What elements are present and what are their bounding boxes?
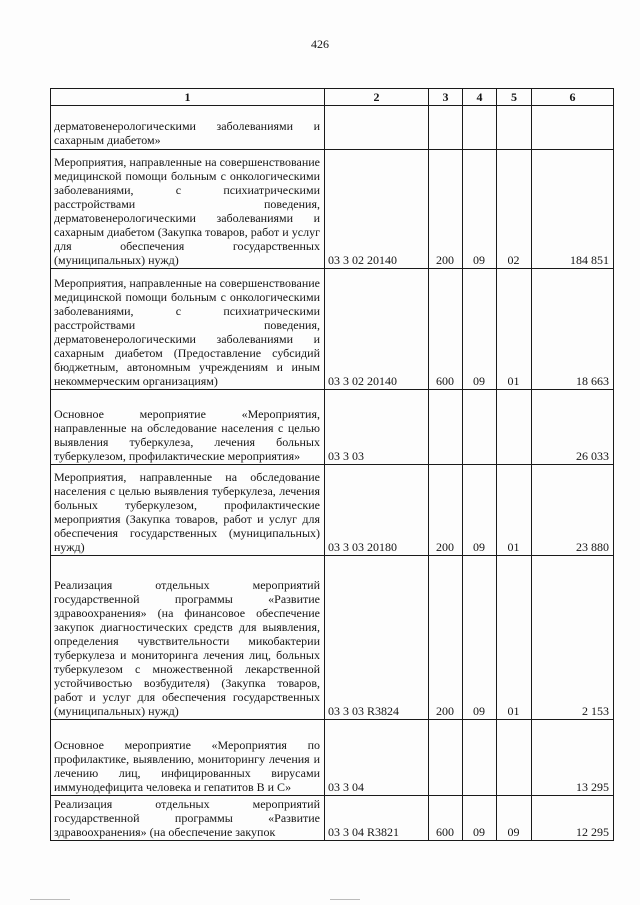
row-code-cell [325, 106, 429, 150]
header-col-1: 1 [51, 89, 325, 106]
row-code-cell: 03 3 02 20140 [325, 269, 429, 390]
table-row [51, 106, 614, 150]
row-code-cell: 03 3 04 R3821 [325, 796, 429, 841]
row-col3-cell: 600 [429, 796, 463, 841]
row-col5-cell: 09 [497, 796, 532, 841]
row-sum-cell: 184 851 [532, 150, 614, 269]
row-col3-cell: 200 [429, 150, 463, 269]
row-col3-cell [429, 720, 463, 796]
scan-artifacts [0, 895, 640, 905]
header-col-4: 4 [463, 89, 497, 106]
row-col4-cell: 09 [463, 556, 497, 720]
row-code-cell: 03 3 03 20180 [325, 465, 429, 556]
row-sum-cell: 23 880 [532, 465, 614, 556]
table-row [51, 269, 614, 390]
row-sum-cell: 2 153 [532, 556, 614, 720]
row-sum-cell: 13 295 [532, 720, 614, 796]
row-col5-cell: 01 [497, 269, 532, 390]
header-col-5: 5 [497, 89, 532, 106]
header-row [51, 89, 614, 106]
row-col5-cell: 01 [497, 556, 532, 720]
table-body [51, 106, 614, 841]
row-col3-cell: 200 [429, 556, 463, 720]
budget-table [50, 88, 614, 841]
row-col4-cell [463, 720, 497, 796]
row-sum-cell: 18 663 [532, 269, 614, 390]
page-number: 426 [311, 37, 329, 51]
row-name-cell: дерматовенерологическими заболеваниями и сахарным диабетом» [51, 106, 325, 150]
row-name-cell: Мероприятия, направленные на совершенствование медицинской помощи больным с онкологическими заболеваниями, с психиатрическими расстройствами поведения, дерматовенерологическими заболеваниями и сахарным диабетом (Закупка товаров, работ и услуг для обеспечения государственных (муниципальных) нужд) [51, 150, 325, 269]
row-sum-cell: 12 295 [532, 796, 614, 841]
table-row [51, 465, 614, 556]
table-row [51, 720, 614, 796]
row-col4-cell: 09 [463, 269, 497, 390]
row-col4-cell: 09 [463, 465, 497, 556]
row-sum-cell: 26 033 [532, 390, 614, 465]
header-col-6: 6 [532, 89, 614, 106]
row-col5-cell: 02 [497, 150, 532, 269]
row-col5-cell [497, 390, 532, 465]
row-col5-cell [497, 720, 532, 796]
header-col-2: 2 [325, 89, 429, 106]
row-col4-cell: 09 [463, 796, 497, 841]
row-col4-cell [463, 390, 497, 465]
row-code-cell: 03 3 02 20140 [325, 150, 429, 269]
row-code-cell: 03 3 04 [325, 720, 429, 796]
row-col3-cell: 600 [429, 269, 463, 390]
header-col-3: 3 [429, 89, 463, 106]
row-name-cell: Основное мероприятие «Мероприятия по профилактике, выявлению, мониторингу лечения и лечению лиц, инфицированных вирусами иммунодефицита человека и гепатитов В и С» [51, 720, 325, 796]
row-name-cell: Реализация отдельных мероприятий государственной программы «Развитие здравоохранения» (на финансовое обеспечение закупок диагностических средств для выявления, определения чувствительности микобактерии туберкулеза и мониторинга лечения лиц, больных туберкулезом с множественной лекарственной устойчивостью возбудителя) (Закупка товаров, работ и услуг для обеспечения государственных (муниципальных) нужд) [51, 556, 325, 720]
row-col4-cell: 09 [463, 150, 497, 269]
row-name-cell: Мероприятия, направленные на совершенствование медицинской помощи больным с онкологическими заболеваниями, с психиатрическими расстройствами поведения, дерматовенерологическими заболеваниями и сахарным диабетом (Предоставление субсидий бюджетным, автономным учреждениям и иным некоммерческим организациям) [51, 269, 325, 390]
row-col4-cell [463, 106, 497, 150]
row-col3-cell [429, 390, 463, 465]
row-col5-cell: 01 [497, 465, 532, 556]
row-name-cell: Реализация отдельных мероприятий государственной программы «Развитие здравоохранения» (на обеспечение закупок [51, 796, 325, 841]
row-name-cell: Основное мероприятие «Мероприятия, направленные на обследование населения с целью выявления туберкулеза, лечения больных туберкулезом, профилактические мероприятия» [51, 390, 325, 465]
row-col3-cell: 200 [429, 465, 463, 556]
row-col3-cell [429, 106, 463, 150]
row-sum-cell [532, 106, 614, 150]
table-row [51, 390, 614, 465]
row-name-cell: Мероприятия, направленные на обследование населения с целью выявления туберкулеза, лечения больных туберкулезом, профилактические мероприятия (Закупка товаров, работ и услуг для обеспечения государственных (муниципальных) нужд) [51, 465, 325, 556]
table-row [51, 556, 614, 720]
table-row [51, 150, 614, 269]
row-col5-cell [497, 106, 532, 150]
table-row [51, 796, 614, 841]
row-code-cell: 03 3 03 R3824 [325, 556, 429, 720]
row-code-cell: 03 3 03 [325, 390, 429, 465]
